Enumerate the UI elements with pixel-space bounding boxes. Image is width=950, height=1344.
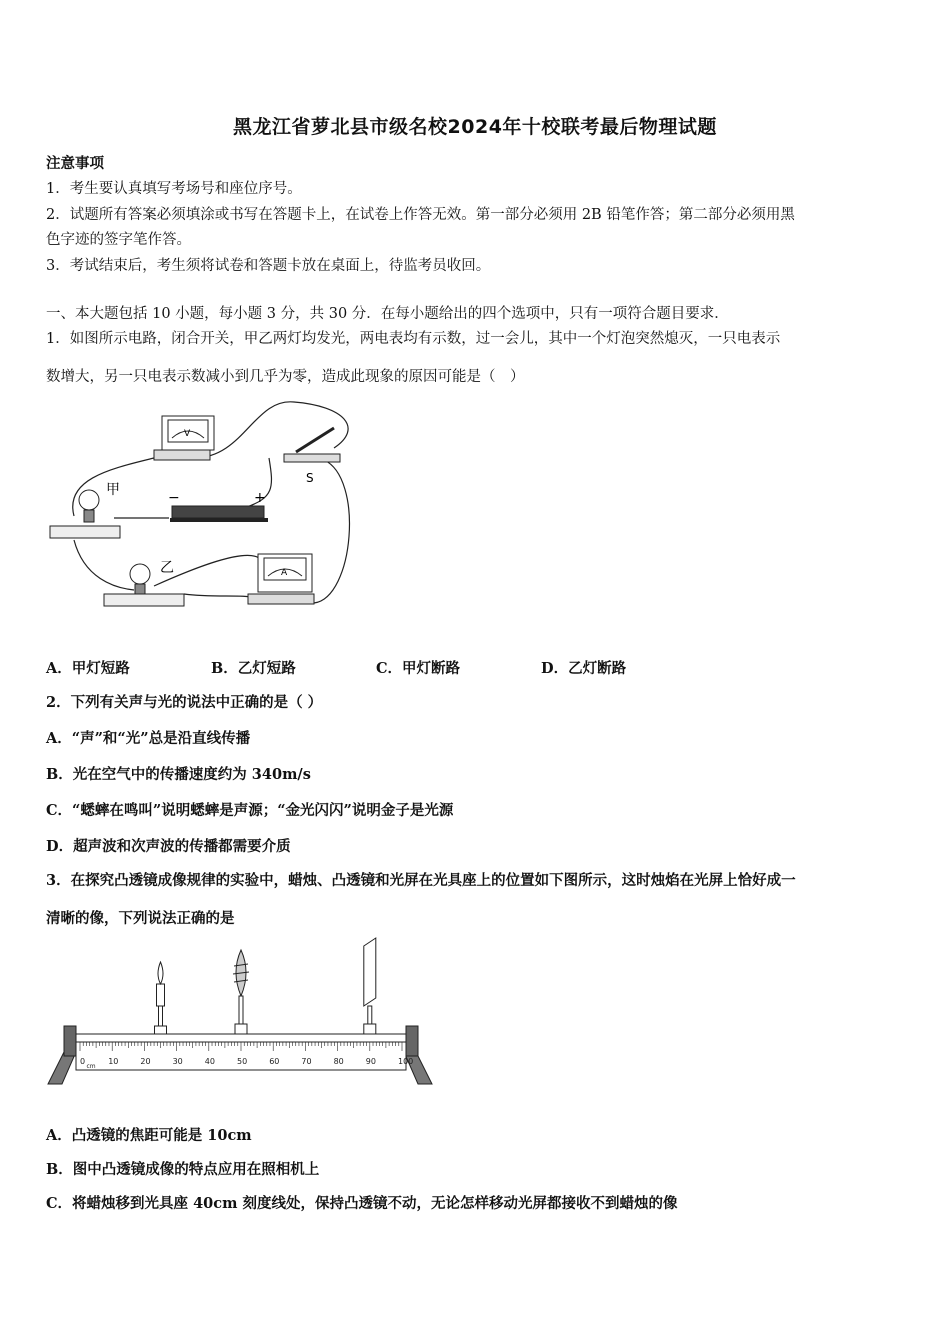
- scale-tick-label: 70: [301, 1057, 312, 1066]
- switch-icon: [284, 428, 340, 485]
- notice-item: 3．考试结束后，考生须将试卷和答题卡放在桌面上，待监考员收回。: [46, 258, 491, 274]
- lamp-a-label: 甲: [106, 482, 120, 498]
- option-c[interactable]: C．“蟋蟀在鸣叫”说明蟋蟀是声源；“金光闪闪”说明金子是光源: [46, 802, 454, 819]
- battery-minus-label: −: [168, 490, 180, 506]
- voltmeter-icon: [154, 416, 214, 460]
- option-d[interactable]: D．乙灯断路: [541, 660, 627, 677]
- ammeter-label: A: [281, 568, 288, 578]
- convex-lens-icon: [233, 950, 249, 1034]
- question-1-stem-cont: 数增大，另一只电表示数减小到几乎为零，造成此现象的原因可能是（ ）: [46, 369, 525, 385]
- optical-bench-diagram: [44, 934, 436, 1086]
- option-a[interactable]: A．凸透镜的焦距可能是 10cm: [46, 1127, 252, 1144]
- battery-icon: [168, 490, 268, 522]
- scale-tick-label: 40: [204, 1057, 215, 1066]
- option-b[interactable]: B．图中凸透镜成像的特点应用在照相机上: [46, 1161, 320, 1178]
- notice-item: 2．试题所有答案必须填涂或书写在答题卡上，在试卷上作答无效。第一部分必须用 2B 铅笔作答；第二部分必须用黑: [46, 207, 795, 223]
- scale-unit: cm: [86, 1063, 96, 1070]
- bench-left-leg: [48, 1052, 76, 1084]
- lamp-b-icon: [104, 560, 184, 606]
- wire: [194, 402, 348, 458]
- question-2-stem: 2．下列有关声与光的说法中正确的是（ ）: [46, 694, 323, 711]
- bench-right-end: [406, 1026, 418, 1056]
- ammeter-icon: [248, 554, 314, 604]
- notice-item: 1．考生要认真填写考场号和座位序号。: [46, 181, 302, 197]
- option-a[interactable]: A．甲灯短路: [46, 660, 130, 677]
- option-b[interactable]: B．乙灯短路: [211, 660, 296, 677]
- lamp-a-icon: [50, 482, 120, 538]
- bench-rail: [76, 1034, 406, 1042]
- page-title: 黑龙江省萝北县市级名校2024年十校联考最后物理试题: [233, 116, 717, 138]
- scale-tick-label: 10: [108, 1057, 119, 1066]
- scale-tick-label: 60: [269, 1057, 280, 1066]
- candle-icon: [155, 962, 167, 1034]
- question-1-options: [46, 657, 706, 678]
- option-a[interactable]: A．“声”和“光”总是沿直线传播: [46, 730, 251, 747]
- scale-tick-label: 80: [333, 1057, 344, 1066]
- light-screen-icon: [364, 938, 376, 1034]
- scale-tick-label: 20: [140, 1057, 151, 1066]
- switch-label: S: [306, 471, 314, 485]
- option-c[interactable]: C．将蜡烛移到光具座 40cm 刻度线处，保持凸透镜不动，无论怎样移动光屏都接收不到蜡烛的像: [46, 1195, 678, 1212]
- notice-item: 色字迹的签字笔作答。: [46, 232, 191, 248]
- option-c[interactable]: C．甲灯断路: [376, 660, 461, 677]
- scale-tick-label: 50: [237, 1057, 248, 1066]
- scale-tick-label: 0: [80, 1057, 86, 1066]
- wire: [184, 594, 254, 598]
- wire: [314, 460, 349, 603]
- circuit-diagram: [44, 398, 364, 620]
- scale-tick-label: 30: [172, 1057, 183, 1066]
- notice-heading: 注意事项: [46, 155, 104, 172]
- question-3-stem: 3．在探究凸透镜成像规律的实验中，蜡烛、凸透镜和光屏在光具座上的位置如下图所示，这时烛焰在光屏上恰好成一: [46, 872, 796, 889]
- section-heading: 一、本大题包括 10 小题，每小题 3 分，共 30 分．在每小题给出的四个选项中，只有一项符合题目要求．: [46, 306, 729, 322]
- scale-tick-label: 100: [398, 1057, 414, 1066]
- question-1-stem: 1．如图所示电路，闭合开关，甲乙两灯均发光，两电表均有示数，过一会儿，其中一个灯泡突然熄灭，一只电表示: [46, 331, 781, 347]
- option-d[interactable]: D．超声波和次声波的传播都需要介质: [46, 838, 291, 855]
- voltmeter-label: V: [184, 429, 191, 439]
- wire: [74, 540, 134, 590]
- option-b[interactable]: B．光在空气中的传播速度约为 340m/s: [46, 766, 311, 783]
- battery-plus-label: +: [254, 490, 266, 506]
- scale-tick-label: 90: [365, 1057, 376, 1066]
- lamp-b-label: 乙: [160, 560, 174, 576]
- bench-left-end: [64, 1026, 76, 1056]
- question-3-stem-cont: 清晰的像，下列说法正确的是: [46, 910, 235, 927]
